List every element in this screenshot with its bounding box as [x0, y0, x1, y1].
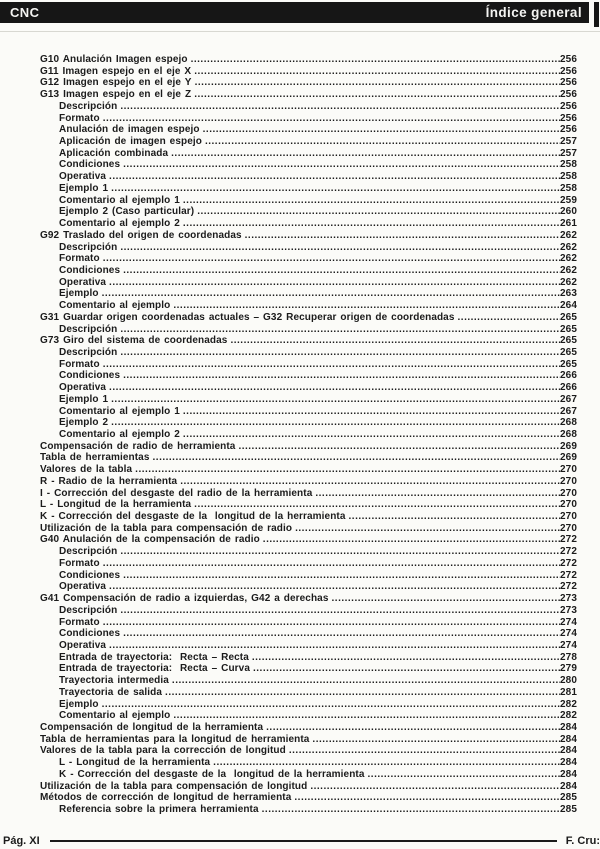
toc-entry-label: Utilización de la tabla para compensación de radio	[40, 522, 293, 534]
toc-entry-label: Anulación de imagen espejo	[59, 124, 200, 136]
toc-entry-label: G10 Anulación Imagen espejo	[40, 54, 188, 65]
toc-entry-label: Métodos de corrección de longitud de herramienta	[40, 792, 292, 804]
toc-entry-page: 272	[560, 546, 577, 558]
toc-entry	[40, 77, 577, 89]
toc-entry-label: G13 Imagen espejo en el eje Z	[40, 89, 192, 101]
dot-leader	[109, 640, 560, 652]
dot-leader	[120, 605, 560, 617]
toc-entry-label: Operativa	[59, 171, 107, 183]
toc-entry	[40, 687, 577, 699]
toc-entry-page: 284	[560, 780, 577, 792]
toc-entry-page: 256	[560, 100, 577, 112]
toc-entry-page: 265	[560, 335, 577, 347]
toc-entry	[40, 242, 577, 254]
dot-leader	[180, 476, 560, 488]
toc-entry-page: 256	[560, 65, 577, 77]
dot-leader	[312, 734, 560, 746]
toc-entry-page: 258	[560, 182, 577, 194]
toc-entry	[40, 804, 577, 816]
dot-leader	[263, 534, 560, 546]
dot-leader	[194, 89, 560, 101]
toc-list	[0, 54, 600, 816]
toc-entry	[40, 476, 577, 488]
dot-leader	[172, 675, 560, 687]
toc-entry	[40, 699, 577, 711]
toc-entry-page: 262	[560, 241, 577, 253]
toc-entry-label: Aplicación de imagen espejo	[59, 136, 202, 148]
toc-entry-page: 270	[560, 511, 577, 523]
toc-entry	[40, 66, 577, 78]
toc-entry-label: Ejemplo	[59, 288, 99, 300]
dot-leader	[109, 382, 560, 394]
toc-entry-label: Condiciones	[59, 569, 121, 581]
toc-entry-page: 269	[560, 440, 577, 452]
toc-entry-page: 256	[560, 112, 577, 124]
dot-leader	[295, 523, 560, 535]
toc-entry-page: 282	[560, 698, 577, 710]
toc-entry	[40, 781, 577, 793]
toc-entry-page: 268	[560, 429, 577, 440]
toc-entry	[40, 570, 577, 582]
toc-entry-page: 262	[560, 253, 577, 265]
toc-entry	[40, 265, 577, 277]
toc-entry	[40, 441, 577, 453]
toc-entry-page: 284	[560, 757, 577, 769]
toc-entry	[40, 218, 577, 230]
toc-entry	[40, 710, 577, 722]
toc-entry-label: Trayectoria de salida	[59, 686, 163, 698]
footer-divider	[50, 840, 557, 843]
dot-leader	[262, 804, 560, 816]
dot-leader	[191, 54, 560, 66]
toc-entry-label: Descripción	[59, 323, 118, 335]
toc-entry-label: Valores de la tabla para la corrección de longitud	[40, 745, 286, 757]
dot-leader	[120, 347, 560, 359]
toc-entry-label: Tabla de herramientas	[40, 452, 150, 464]
page-edge-mark	[594, 2, 599, 27]
dot-leader	[103, 617, 560, 629]
toc-entry-page: 274	[560, 616, 577, 628]
toc-entry-label: Ejemplo 2 (Caso particular)	[59, 206, 195, 218]
dot-leader	[253, 663, 560, 675]
toc-entry-page: 274	[560, 628, 577, 640]
dot-leader	[289, 745, 560, 757]
toc-entry-label: G92 Traslado del origen de coordenadas	[40, 229, 242, 241]
toc-entry-label: Descripción	[59, 241, 118, 253]
dot-leader	[111, 183, 560, 195]
header-bar	[0, 2, 589, 23]
dot-leader	[458, 312, 560, 324]
dot-leader	[120, 242, 560, 254]
dot-leader	[183, 429, 560, 441]
toc-entry-page: 273	[560, 604, 577, 616]
dot-leader	[194, 66, 560, 78]
toc-entry-page: 272	[560, 557, 577, 569]
toc-entry-page: 258	[560, 171, 577, 183]
toc-entry-label: Operativa	[59, 382, 107, 394]
toc-entry-page: 261	[560, 218, 577, 230]
page-number-label: Pág. XI	[3, 835, 40, 847]
app-title: CNC	[10, 5, 40, 20]
toc-entry-page: 266	[560, 382, 577, 394]
toc-entry	[40, 452, 577, 464]
toc-entry-page: 284	[560, 745, 577, 757]
toc-entry-label: Condiciones	[59, 628, 121, 640]
toc-entry-label: Descripción	[59, 546, 118, 558]
toc-entry-label: Comentario al ejemplo 1	[59, 405, 180, 417]
toc-entry-label: K - Corrección del desgaste de la longitud de la herramienta	[59, 768, 365, 780]
toc-entry	[40, 464, 577, 476]
dot-leader	[368, 769, 560, 781]
toc-entry-page: 265	[560, 358, 577, 370]
toc-entry	[40, 148, 577, 160]
toc-entry	[40, 406, 577, 418]
dot-leader	[109, 581, 560, 593]
dot-leader	[102, 699, 560, 711]
toc-entry-label: G41 Compensación de radio a izquierdas, G42 a derechas	[40, 593, 329, 605]
toc-entry	[40, 593, 577, 605]
toc-entry-page: 257	[560, 136, 577, 148]
toc-entry-page: 264	[560, 300, 577, 312]
toc-entry-label: L - Longitud de la herramienta	[59, 757, 211, 769]
toc-entry	[40, 370, 577, 382]
toc-entry-page: 270	[560, 487, 577, 499]
dot-leader	[238, 441, 560, 453]
toc-entry-page: 272	[560, 581, 577, 593]
toc-entry	[40, 640, 577, 652]
toc-entry	[40, 745, 577, 757]
toc-entry	[40, 511, 577, 523]
toc-entry-label: Condiciones	[59, 370, 121, 382]
dot-leader	[183, 218, 560, 230]
toc-entry-label: Comentario al ejemplo	[59, 300, 171, 312]
dot-leader	[310, 781, 560, 793]
toc-entry-label: G12 Imagen espejo en el eje Y	[40, 77, 192, 89]
toc-entry-page: 279	[560, 663, 577, 675]
toc-entry-label: L - Longitud de la herramienta	[40, 499, 192, 511]
dot-leader	[103, 558, 560, 570]
toc-entry-page: 263	[560, 288, 577, 300]
toc-entry-page: 284	[560, 721, 577, 733]
toc-entry	[40, 359, 577, 371]
dot-leader	[123, 265, 560, 277]
toc-entry-label: Comentario al ejemplo 2	[59, 429, 180, 440]
toc-entry-label: Comentario al ejemplo	[59, 710, 171, 722]
dot-leader	[213, 757, 560, 769]
dot-leader	[173, 300, 560, 312]
toc-entry	[40, 605, 577, 617]
toc-entry-page: 272	[560, 569, 577, 581]
dot-leader	[194, 499, 560, 511]
dot-leader	[171, 148, 560, 160]
dot-leader	[197, 206, 560, 218]
toc-entry-page: 267	[560, 405, 577, 417]
toc-entry-label: G11 Imagen espejo en el eje X	[40, 65, 192, 77]
toc-entry-label: Entrada de trayectoria: Recta – Recta	[59, 651, 249, 663]
dot-leader	[123, 628, 560, 640]
toc-entry-page: 256	[560, 89, 577, 101]
toc-entry	[40, 230, 577, 242]
toc-entry-label: I - Corrección del desgaste del radio de la herramienta	[40, 487, 313, 499]
dot-leader	[195, 77, 560, 89]
toc-entry	[40, 534, 577, 546]
toc-entry-page: 284	[560, 768, 577, 780]
dot-leader	[109, 277, 560, 289]
dot-leader	[120, 324, 560, 336]
toc-entry-label: Operativa	[59, 639, 107, 651]
dot-leader	[315, 488, 560, 500]
toc-entry	[40, 652, 577, 664]
toc-entry-page: 256	[560, 54, 577, 65]
toc-entry	[40, 300, 577, 312]
toc-entry	[40, 159, 577, 171]
toc-entry-label: Compensación de radio de herramienta	[40, 440, 236, 452]
dot-leader	[252, 652, 560, 664]
dot-leader	[103, 113, 560, 125]
toc-entry	[40, 206, 577, 218]
toc-entry-page: 258	[560, 159, 577, 171]
toc-entry	[40, 253, 577, 265]
toc-entry-page: 270	[560, 475, 577, 487]
toc-entry	[40, 546, 577, 558]
toc-entry-label: Formato	[59, 557, 100, 569]
toc-entry-page: 274	[560, 639, 577, 651]
dot-leader	[349, 511, 560, 523]
toc-entry-page: 256	[560, 124, 577, 136]
toc-entry-label: Formato	[59, 253, 100, 265]
dot-leader	[245, 230, 560, 242]
toc-entry	[40, 581, 577, 593]
page-title: Índice general	[485, 5, 582, 20]
toc-entry-label: Condiciones	[59, 159, 121, 171]
dot-leader	[102, 288, 560, 300]
toc-entry-label: Tabla de herramientas para la longitud de herramienta	[40, 733, 310, 745]
dot-leader	[109, 171, 560, 183]
toc-entry-label: Descripción	[59, 604, 118, 616]
toc-entry-label: G40 Anulación de la compensación de radio	[40, 534, 260, 546]
dot-leader	[183, 406, 560, 418]
toc-entry	[40, 394, 577, 406]
toc-entry-page: 284	[560, 733, 577, 745]
dot-leader	[120, 101, 560, 113]
dot-leader	[153, 452, 560, 464]
toc-entry	[40, 89, 577, 101]
toc-entry	[40, 54, 577, 66]
toc-entry-page: 281	[560, 686, 577, 698]
toc-entry	[40, 113, 577, 125]
toc-entry	[40, 558, 577, 570]
toc-entry	[40, 288, 577, 300]
toc-entry-label: Ejemplo 1	[59, 182, 109, 194]
toc-entry-label: Operativa	[59, 276, 107, 288]
toc-entry-label: Compensación de longitud de la herramienta	[40, 721, 264, 733]
toc-entry-label: Entrada de trayectoria: Recta – Curva	[59, 663, 250, 675]
toc-entry-label: Formato	[59, 616, 100, 628]
toc-entry-page: 259	[560, 194, 577, 206]
toc-entry-page: 270	[560, 499, 577, 511]
toc-entry	[40, 628, 577, 640]
dot-leader	[332, 593, 560, 605]
toc-entry	[40, 499, 577, 511]
toc-entry-page: 256	[560, 77, 577, 89]
toc-entry	[40, 722, 577, 734]
toc-entry	[40, 523, 577, 535]
toc-entry-page: 262	[560, 229, 577, 241]
toc-entry-label: Trayectoria intermedia	[59, 675, 169, 687]
toc-entry-page: 268	[560, 417, 577, 429]
toc-entry-label: Formato	[59, 112, 100, 124]
toc-entry	[40, 312, 577, 324]
dot-leader	[111, 417, 560, 429]
toc-entry-page: 265	[560, 323, 577, 335]
toc-entry-page: 266	[560, 370, 577, 382]
footer	[0, 833, 600, 849]
toc-entry	[40, 429, 577, 441]
toc-entry	[40, 769, 577, 781]
toc-entry-label: Comentario al ejemplo 2	[59, 218, 180, 230]
toc-entry-label: G73 Giro del sistema de coordenadas	[40, 335, 228, 347]
toc-entry	[40, 617, 577, 629]
toc-entry-label: Ejemplo	[59, 698, 99, 710]
toc-entry-label: Descripción	[59, 100, 118, 112]
toc-entry-page: 262	[560, 264, 577, 276]
dot-leader	[230, 335, 560, 347]
dot-leader	[135, 464, 560, 476]
toc-entry-page: 270	[560, 522, 577, 534]
dot-leader	[111, 394, 560, 406]
toc-entry-page: 265	[560, 346, 577, 358]
footer-right-label: F. Cru:	[565, 835, 600, 847]
toc-entry-label: Comentario al ejemplo 1	[59, 194, 180, 206]
toc-entry-label: Utilización de la tabla para compensación de longitud	[40, 780, 308, 792]
toc-entry-page: 265	[560, 311, 577, 323]
toc-entry-page: 267	[560, 393, 577, 405]
toc-entry	[40, 101, 577, 113]
dot-leader	[120, 546, 560, 558]
toc-entry-page: 278	[560, 651, 577, 663]
toc-entry	[40, 757, 577, 769]
dot-leader	[205, 136, 560, 148]
toc-entry-label: K - Corrección del desgaste de la longitud de la herramienta	[40, 511, 346, 523]
dot-leader	[123, 159, 560, 171]
dot-leader	[173, 710, 560, 722]
toc-entry-page: 285	[560, 792, 577, 804]
dot-leader	[103, 359, 560, 371]
toc-entry-page: 280	[560, 675, 577, 687]
toc-entry-page: 270	[560, 464, 577, 476]
toc-entry-page: 273	[560, 593, 577, 605]
toc-entry	[40, 417, 577, 429]
toc-entry-page: 262	[560, 276, 577, 288]
toc-entry-label: Ejemplo 2	[59, 417, 109, 429]
toc-entry	[40, 324, 577, 336]
toc-entry-page: 269	[560, 452, 577, 464]
toc-entry	[40, 183, 577, 195]
dot-leader	[294, 792, 560, 804]
toc-entry-page: 272	[560, 534, 577, 546]
toc-entry	[40, 171, 577, 183]
toc-entry	[40, 675, 577, 687]
toc-entry	[40, 488, 577, 500]
dot-leader	[123, 570, 560, 582]
toc-entry-page: 282	[560, 710, 577, 722]
dot-leader	[123, 370, 560, 382]
toc-entry-label: Formato	[59, 358, 100, 370]
toc-entry	[40, 663, 577, 675]
dot-leader	[165, 687, 560, 699]
toc-entry-page: 285	[560, 804, 577, 815]
toc-entry	[40, 382, 577, 394]
toc-entry-label: G31 Guardar origen coordenadas actuales – G32 Recuperar origen de coordenadas	[40, 311, 455, 323]
toc-entry	[40, 277, 577, 289]
toc-entry-page: 257	[560, 147, 577, 159]
dot-leader	[203, 124, 560, 136]
toc-entry-label: Ejemplo 1	[59, 393, 109, 405]
toc-entry-label: Valores de la tabla	[40, 464, 133, 476]
dot-leader	[266, 722, 560, 734]
header-divider	[0, 31, 600, 32]
toc-entry	[40, 347, 577, 359]
toc-entry-label: R - Radio de la herramienta	[40, 475, 178, 487]
toc-entry	[40, 195, 577, 207]
toc-entry-label: Aplicación combinada	[59, 147, 169, 159]
toc-entry	[40, 124, 577, 136]
toc-entry	[40, 734, 577, 746]
toc-entry	[40, 335, 577, 347]
toc-entry-label: Referencia sobre la primera herramienta	[59, 804, 259, 815]
toc-entry	[40, 792, 577, 804]
toc-entry-label: Operativa	[59, 581, 107, 593]
toc-entry	[40, 136, 577, 148]
dot-leader	[183, 195, 560, 207]
toc-entry-page: 260	[560, 206, 577, 218]
toc-entry-label: Condiciones	[59, 264, 121, 276]
dot-leader	[103, 253, 560, 265]
toc-entry-label: Descripción	[59, 346, 118, 358]
